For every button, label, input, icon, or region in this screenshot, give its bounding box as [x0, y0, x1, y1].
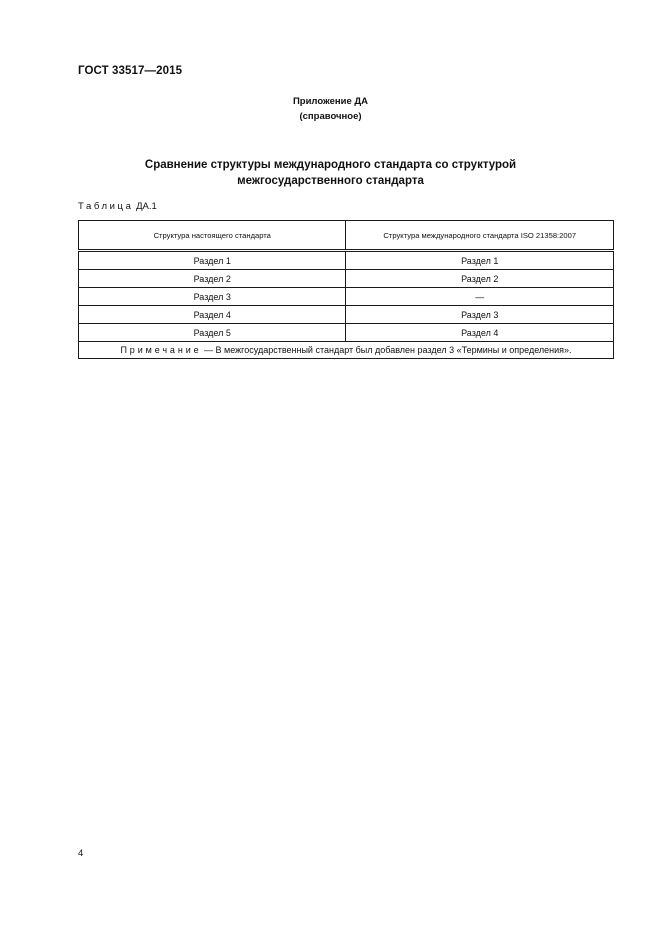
table-row: [79, 270, 614, 288]
table-cell: Раздел 1: [346, 251, 614, 270]
column-header-current-standard: Структура настоящего стандарта: [79, 221, 346, 251]
table-caption-word: Таблица: [78, 201, 134, 212]
document-title: [0, 157, 661, 189]
comparison-table: [78, 220, 614, 359]
table-cell: Раздел 1: [79, 251, 346, 270]
document-title-line-2: межгосударственного стандарта: [237, 175, 424, 187]
table-cell: —: [346, 288, 614, 306]
page-number: 4: [78, 848, 84, 859]
table-caption: [78, 201, 157, 212]
table-note: [79, 342, 614, 359]
table-note-row: [79, 342, 614, 359]
table-cell: Раздел 2: [79, 270, 346, 288]
table-row: [79, 324, 614, 342]
table-cell: Раздел 2: [346, 270, 614, 288]
table-cell: Раздел 4: [346, 324, 614, 342]
appendix-subtitle: (справочное): [299, 111, 362, 122]
table-cell: Раздел 5: [79, 324, 346, 342]
table-caption-number: ДА.1: [136, 201, 157, 212]
appendix-title: Приложение ДА: [292, 96, 369, 107]
column-header-international-standard: Структура международного стандарта ISO 21358:2007: [346, 221, 614, 251]
table-note-word: Примечание: [120, 345, 202, 355]
appendix-heading: [0, 94, 661, 124]
table-note-text: — В межгосударственный стандарт был добавлен раздел 3 «Термины и определения».: [201, 345, 572, 355]
table-row: [79, 306, 614, 324]
table-cell: Раздел 3: [346, 306, 614, 324]
document-title-line-1: Сравнение структуры международного стандарта со структурой: [144, 159, 517, 171]
table-cell: Раздел 3: [79, 288, 346, 306]
table-cell: Раздел 4: [79, 306, 346, 324]
table-row: [79, 288, 614, 306]
table-row: [79, 251, 614, 270]
standard-number: ГОСТ 33517—2015: [78, 65, 183, 77]
